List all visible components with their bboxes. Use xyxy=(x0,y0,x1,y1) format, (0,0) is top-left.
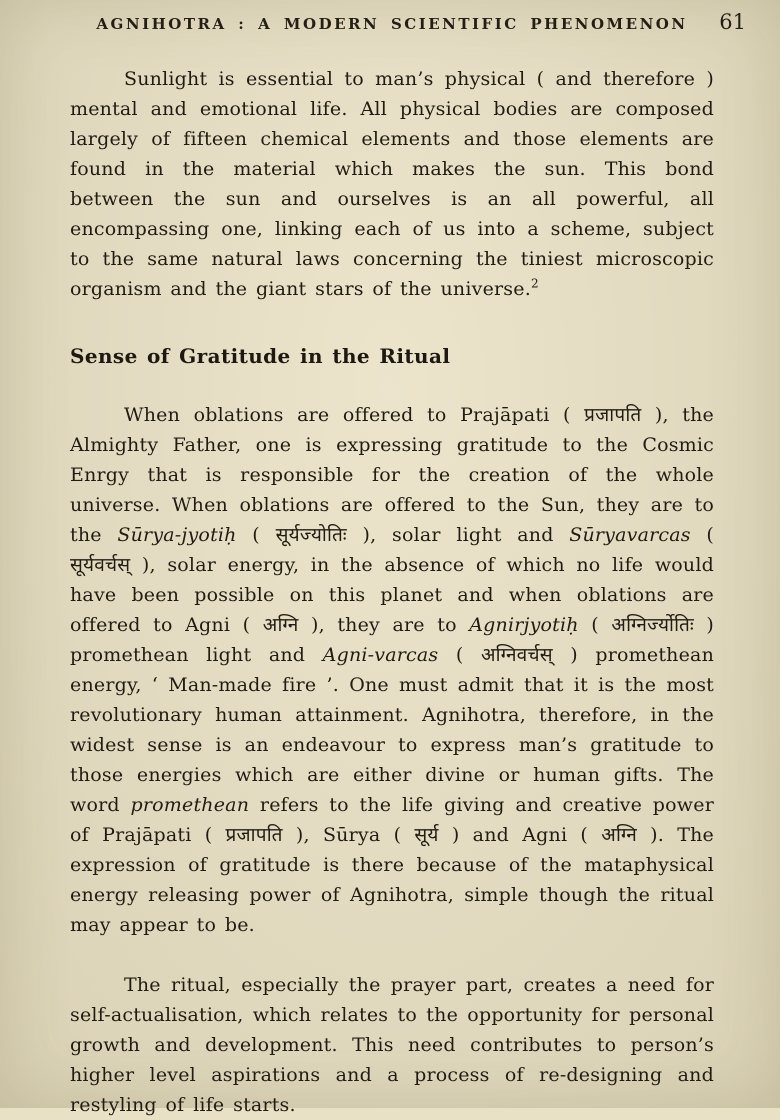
paragraph-sunlight: Sunlight is essential to man’s physical ( and therefore ) mental and emotional life. All physical bodies are composed largely of fifteen chemical elements and those elements are found in the material which makes the sun. This bond between the sun and ourselves is an all powerful, all encompassing one, linking each of us into a scheme, subject to the same natural laws concerning the tiniest microscopic organism and the giant stars of the universe.$^2$ xyxy=(70,68,714,300)
page-body xyxy=(70,64,714,1120)
running-title: AGNIHOTRA : A MODERN SCIENTIFIC PHENOMENON xyxy=(96,15,688,33)
paragraph-oblations: When oblations are offered to Prajāpati ( प्रजापति ), the Almighty Father, one is expressing gratitude to the Cosmic Enrgy that is responsible for the creation of the whole universe. When oblations are offered to the Sun, they are to the Sūrya-jyotiḥ ( सूर्यज्योतिः ), solar light and Sūryavarcas ( सूर्यवर्चस् ), solar energy, in the absence of which no life would have been possible on this planet and when oblations are offered to Agni ( अग्नि ), they are to Agnirjyotiḥ ( अग्निर्ज्योतिः ) promethean light and Agni-varcas ( अग्निवर्चस् ) promethean energy, ‘ Man-made fire ’. One must admit that it is the most revolutionary human attainment. Agnihotra, therefore, in the widest sense is an endeavour to express man’s gratitude to those energies which are either divine or human gifts. The word promethean refers to the life giving and creative power of Prajāpati ( प्रजापति ), Sūrya ( सूर्य ) and Agni ( अग्नि ). The expression of gratitude is there because of the mataphysical energy releasing power of Agnihotra, simple though the ritual may appear to be. xyxy=(70,404,715,936)
page-number: 61 xyxy=(719,10,746,34)
paragraph-ritual: The ritual, especially the prayer part, creates a need for self-actualisation, which relates to the opportunity for personal growth and development. This need contributes to person’s higher level aspirations and a process of re-designing and restyling of life starts. xyxy=(70,974,714,1116)
page-header xyxy=(70,10,746,40)
section-heading: Sense of Gratitude in the Ritual xyxy=(70,344,451,368)
